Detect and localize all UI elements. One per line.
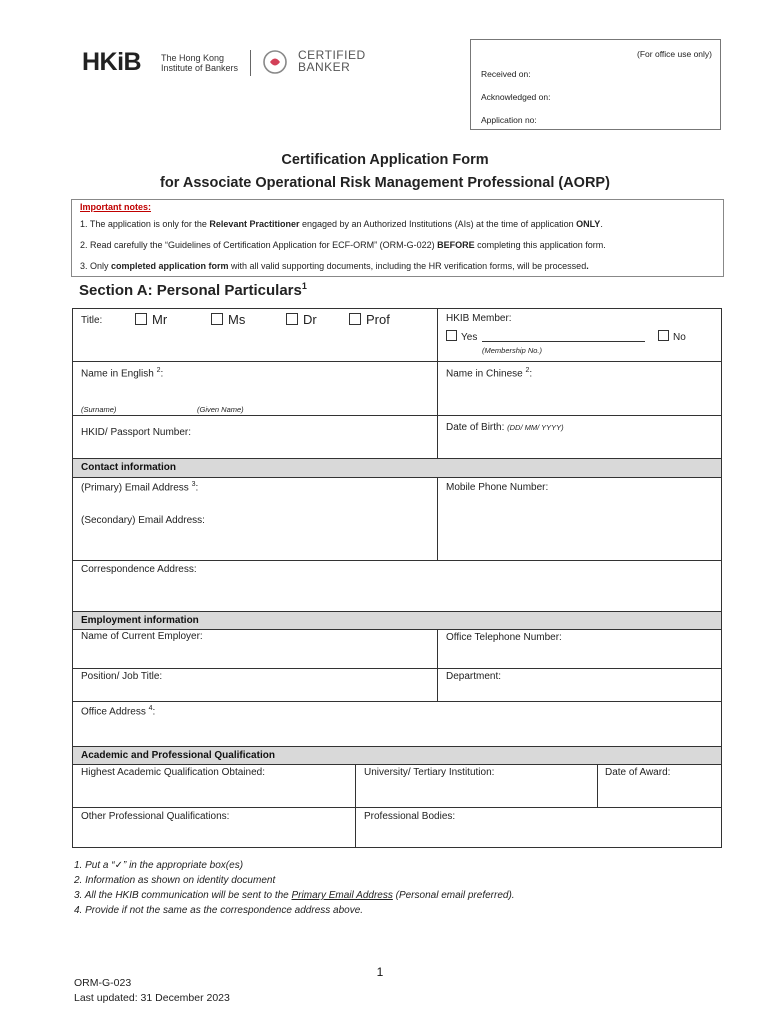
application-no-label: Application no: — [481, 115, 537, 125]
prof-bodies-cell[interactable] — [355, 807, 722, 848]
name-english-label: Name in English $^2$: — [81, 367, 164, 380]
primary-email-label: (Primary) Email Address $^3$: — [81, 481, 199, 494]
office-address-cell[interactable] — [72, 701, 722, 747]
name-chinese-cell[interactable] — [437, 361, 722, 416]
checkbox-icon[interactable] — [349, 313, 361, 325]
footnote-1: 1. Put a “✓” in the appropriate box(es) — [74, 860, 244, 871]
title-option-ms[interactable]: Ms — [211, 312, 245, 327]
surname-caption: (Surname) — [81, 405, 117, 414]
member-cell — [437, 308, 722, 362]
member-no-option[interactable]: No — [658, 330, 686, 343]
logo-cert-line2: BANKER — [298, 60, 351, 74]
checkbox-icon[interactable] — [658, 330, 669, 341]
title-option-dr[interactable]: Dr — [286, 312, 317, 327]
position-cell[interactable] — [72, 668, 438, 702]
footnote-2: 2. Information as shown on identity document — [74, 875, 276, 886]
primary-email-link: Primary Email Address — [291, 890, 393, 901]
university-cell[interactable] — [355, 764, 598, 808]
note-2: 2. Read carefully the “Guidelines of Certification Application for ECF-ORM” (ORM-G-022) BEFORE completing this application form. — [80, 240, 606, 250]
form-subtitle: for Associate Operational Risk Management Professional (AORP) — [160, 175, 610, 191]
personal-particulars-table — [72, 308, 722, 848]
footnote-4: 4. Provide if not the same as the correspondence address above. — [74, 905, 364, 916]
logo-cert-line1: CERTIFIED — [298, 48, 366, 62]
prof-bodies-label: Professional Bodies: — [364, 811, 456, 822]
university-label: University/ Tertiary Institution: — [364, 767, 495, 778]
position-label: Position/ Job Title: — [81, 671, 163, 682]
section-a-title: Section A: Personal Particulars$^1$ — [79, 281, 307, 299]
given-name-caption: (Given Name) — [197, 405, 244, 414]
note-1: 1. The application is only for the Relevant Practitioner engaged by an Authorized Institutions (AIs) at the time of application ONLY. — [80, 219, 603, 229]
dob-label: Date of Birth: (DD/ MM/ YYYY) — [446, 422, 564, 433]
office-use-box — [470, 39, 721, 130]
date-award-label: Date of Award: — [605, 767, 671, 778]
title-option-prof[interactable]: Prof — [349, 312, 390, 327]
received-on-label: Received on: — [481, 69, 531, 79]
secondary-email-label: (Secondary) Email Address: — [81, 515, 205, 526]
contact-info-header: Contact information — [72, 458, 722, 478]
logo-divider — [250, 50, 251, 76]
membership-no-caption: (Membership No.) — [482, 346, 543, 355]
office-address-label: Office Address $^4$: — [81, 705, 156, 718]
important-notes-box — [71, 199, 724, 277]
title-cell — [72, 308, 438, 362]
title-option-mr[interactable]: Mr — [135, 312, 167, 327]
title-label: Title: — [81, 315, 103, 326]
hkib-member-label: HKIB Member: — [446, 313, 512, 324]
hkid-cell[interactable] — [72, 415, 438, 459]
employment-info-header: Employment information — [72, 611, 722, 630]
hkid-label: HKID/ Passport Number: — [81, 427, 192, 438]
mobile-cell[interactable] — [437, 477, 722, 561]
department-label: Department: — [446, 671, 502, 682]
other-qual-label: Other Professional Qualifications: — [81, 811, 230, 822]
academic-header: Academic and Professional Qualification — [72, 746, 722, 765]
office-tel-label: Office Telephone Number: — [446, 632, 562, 643]
employer-cell[interactable] — [72, 629, 438, 669]
correspondence-label: Correspondence Address: — [81, 564, 197, 575]
highest-qual-label: Highest Academic Qualification Obtained: — [81, 767, 265, 778]
name-english-cell[interactable] — [72, 361, 438, 416]
logo-org-line1: The Hong Kong — [161, 53, 225, 63]
logo-org-name — [161, 53, 238, 73]
page-number: 1 — [376, 965, 384, 979]
date-award-cell[interactable] — [597, 764, 722, 808]
correspondence-cell[interactable] — [72, 560, 722, 612]
hkib-logo: HKiB — [82, 48, 142, 76]
office-note: (For office use only) — [637, 49, 712, 59]
note-3: 3. Only completed application form with all valid supporting documents, including the HR verification forms, will be processed. — [80, 261, 589, 271]
doc-code: ORM-G-023 — [74, 977, 132, 989]
certified-banker-seal-icon — [262, 49, 288, 75]
checkbox-icon[interactable] — [211, 313, 223, 325]
highest-qual-cell[interactable] — [72, 764, 356, 808]
dob-cell[interactable] — [437, 415, 722, 459]
certified-banker-text — [298, 49, 366, 73]
footnote-3: 3. All the HKIB communication will be sent to the Primary Email Address (Personal email preferred). — [74, 890, 515, 901]
checkbox-icon[interactable] — [446, 330, 457, 341]
other-qual-cell[interactable] — [72, 807, 356, 848]
membership-no-input[interactable] — [482, 329, 645, 342]
last-updated: Last updated: 31 December 2023 — [74, 992, 230, 1004]
logo-org-line2: Institute of Bankers — [161, 63, 239, 73]
email-cell[interactable] — [72, 477, 438, 561]
notes-heading: Important notes: — [80, 202, 151, 212]
department-cell[interactable] — [437, 668, 722, 702]
office-tel-cell[interactable] — [437, 629, 722, 669]
acknowledged-on-label: Acknowledged on: — [481, 92, 551, 102]
employer-label: Name of Current Employer: — [81, 631, 203, 642]
form-title: Certification Application Form — [281, 152, 489, 168]
checkbox-icon[interactable] — [135, 313, 147, 325]
member-yes-option[interactable]: Yes — [446, 330, 477, 343]
mobile-label: Mobile Phone Number: — [446, 482, 549, 493]
checkbox-icon[interactable] — [286, 313, 298, 325]
name-chinese-label: Name in Chinese $^2$: — [446, 367, 533, 380]
